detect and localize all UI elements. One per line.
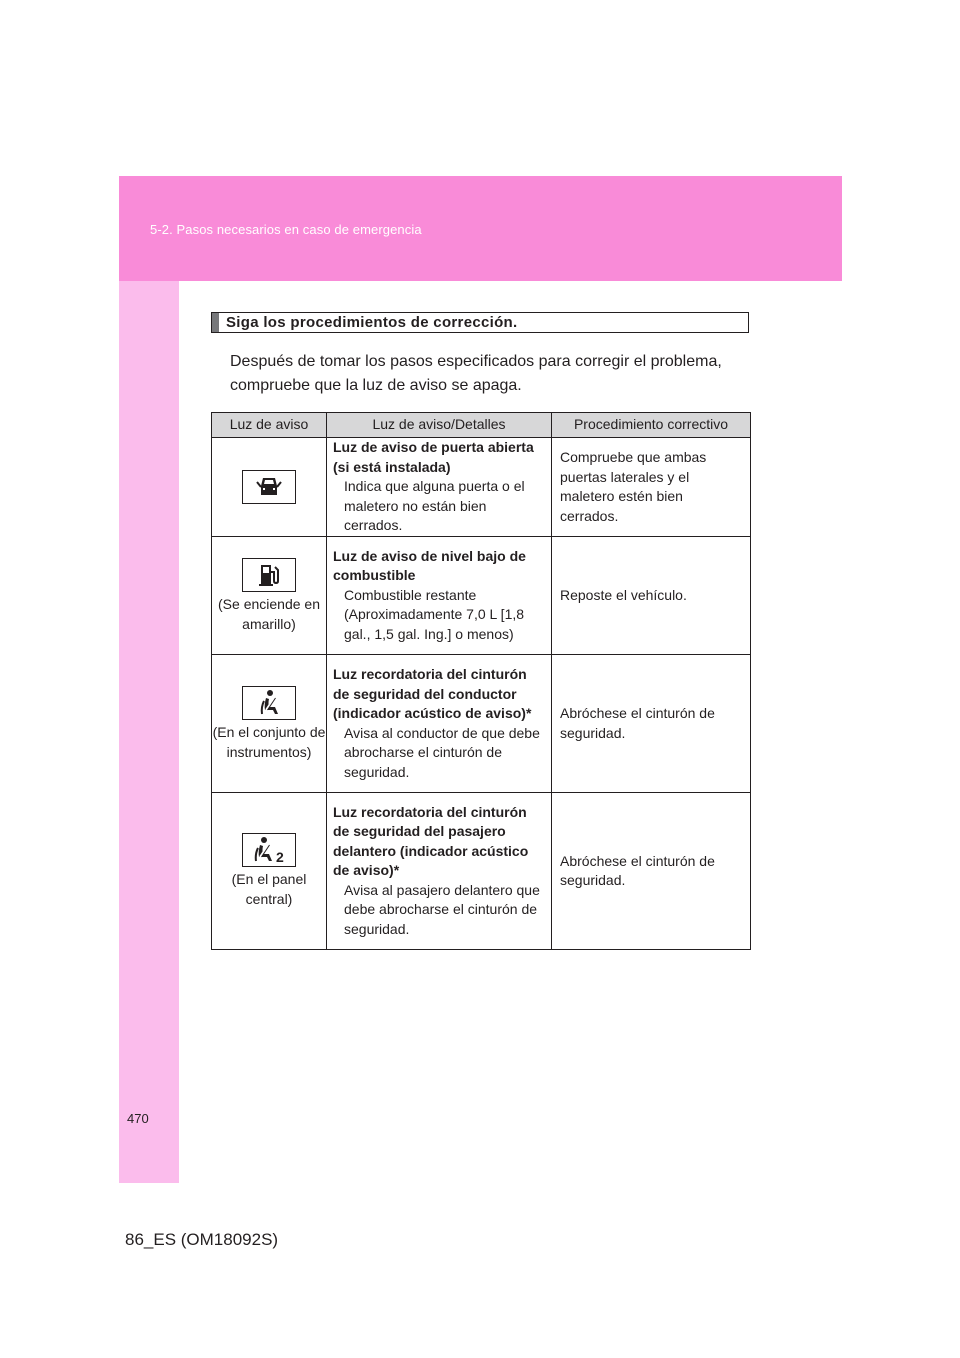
table-row — [212, 537, 751, 655]
heading-marker — [212, 313, 219, 332]
table-header-row — [212, 413, 751, 438]
warning-light-cell — [212, 537, 327, 655]
row-detail: Avisa al conductor de que debe abrocharse el cinturón de seguridad. — [344, 724, 540, 780]
row-title: Luz recordatoria del cinturón de seguridad del conductor (indicador acústico de aviso)* — [333, 666, 532, 721]
details-cell — [327, 655, 552, 793]
details-cell — [327, 537, 552, 655]
intro-paragraph: Después de tomar los pasos especificados para corregir el problema, compruebe que la luz de aviso se apaga. — [230, 353, 722, 394]
column-header: Luz de aviso/Detalles — [327, 413, 552, 438]
details-cell — [327, 438, 552, 537]
icon-number: 2 — [276, 849, 284, 864]
section-label: 5-2. Pasos necesarios en caso de emergencia — [150, 222, 422, 237]
footer-code: 86_ES (OM18092S) — [125, 1230, 279, 1249]
row-detail: Avisa al pasajero delantero que debe abrocharse el cinturón de seguridad. — [344, 881, 540, 937]
details-cell — [327, 793, 552, 950]
row-title: Luz recordatoria del cinturón de seguridad del pasajero delantero (indicador acústico de aviso)* — [333, 803, 529, 879]
action-cell: Abróchese el cinturón de seguridad. — [552, 655, 751, 793]
row-title: Luz de aviso de nivel bajo de combustible — [333, 547, 526, 584]
icon-caption: (En el panel central) — [231, 871, 307, 907]
fuel-pump-icon — [242, 558, 296, 592]
table-row — [212, 438, 751, 537]
action-cell: Reposte el vehículo. — [552, 537, 751, 655]
icon-caption: (En el conjunto de instrumentos) — [212, 723, 326, 760]
side-strip — [119, 281, 179, 1183]
table-row — [212, 793, 751, 950]
column-header: Procedimiento correctivo — [552, 413, 751, 438]
procedure-heading — [211, 312, 749, 333]
page-number: 470 — [127, 1111, 149, 1126]
warning-light-cell — [212, 438, 327, 537]
row-title: Luz de aviso de puerta abierta (si está instalada) — [333, 439, 534, 475]
warning-light-cell — [212, 793, 327, 950]
warning-light-cell — [212, 655, 327, 793]
passenger-seatbelt-icon — [242, 833, 296, 867]
seatbelt-icon — [242, 686, 296, 720]
icon-caption: (Se enciende en amarillo) — [218, 595, 320, 632]
column-header: Luz de aviso — [212, 413, 327, 438]
heading-text: Siga los procedimientos de corrección. — [226, 314, 518, 331]
door-open-icon — [242, 470, 296, 504]
row-detail: Indica que alguna puerta o el maletero no están bien cerrados. — [344, 478, 525, 534]
action-cell: Abróchese el cinturón de seguridad. — [552, 793, 751, 950]
table-row — [212, 655, 751, 793]
row-detail: Combustible restante (Aproximadamente 7,0 L [1,8 gal., 1,5 gal. Ing.] o menos) — [344, 586, 525, 642]
warning-light-table — [211, 412, 751, 950]
action-cell: Compruebe que ambas puertas laterales y el maletero estén bien cerrados. — [552, 438, 751, 537]
